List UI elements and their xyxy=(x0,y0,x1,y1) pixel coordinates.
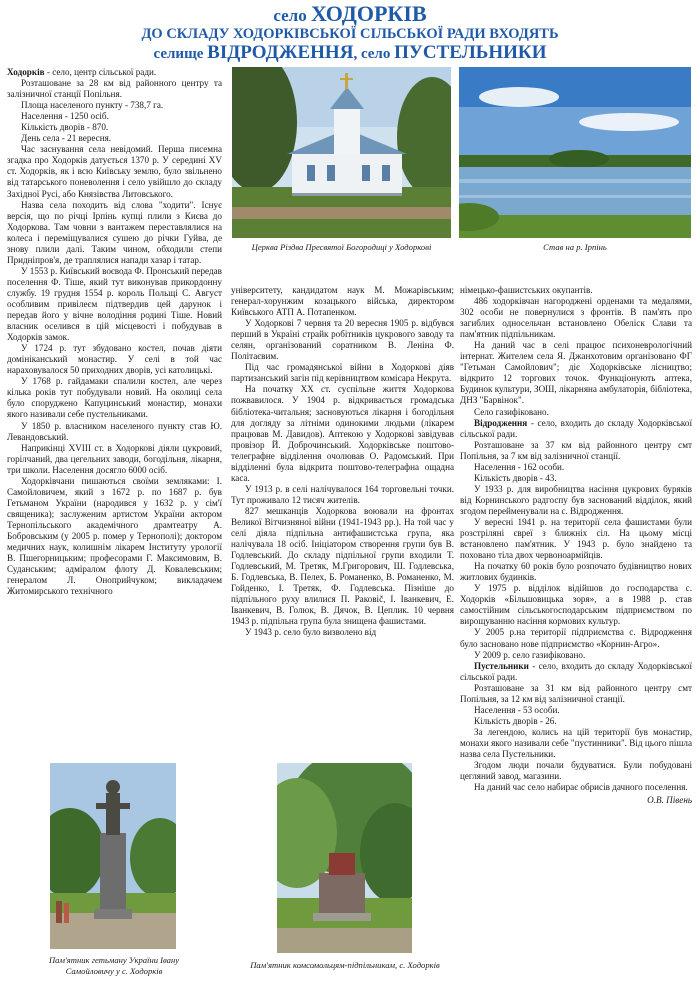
column-1 xyxy=(7,67,222,597)
stat-line: Площа населеного пункту - 738,7 га. xyxy=(21,100,164,111)
pond-caption: Став на р. Ірпінь xyxy=(543,242,607,252)
vidrodzhennia-intro xyxy=(460,418,692,440)
paragraph: 486 ходорківчан нагороджені орденами та медалями, 302 особи не повернулися з фронтів. В пам'ять про загиблих односельчан встановлено Обеліск Слави та пам'ятник підпільникам. xyxy=(460,296,692,340)
header-line-2: ДО СКЛАДУ ХОДОРКІВСЬКОЇ СІЛЬСЬКОЇ РАДИ ВХОДЯТЬ xyxy=(141,26,559,42)
pustelnyky-intro-text: - село, входить до складу Ходорківської сільської ради. xyxy=(460,660,692,682)
vidrodzhennia-name-bold: Відродження xyxy=(474,417,528,428)
pustelnyky-name-bold: Пустельники xyxy=(474,660,529,671)
paragraph: У 1553 р. Київський воєвода Ф. Пронський передав поселення Ф. Тіше, який тут виконував прикордонну службу. 19 грудня 1554 р. король Польщі С. Август особливим привілеєм підтвердив цей дарунок і передав його у вічне володіння родині Тіше. Новий власник оселився в цій місцевості і побудував в Ходорків замок. xyxy=(7,265,222,343)
paragraph: Ходорківчани пишаються своїми земляками: І. Самойловичем, який з 1672 р. по 1687 р. був Гетьманом України (народився у 1632 р. у сім'ї священика); заслуженим артистом України актором Тернопільського академічного драмтеатру А. Бобровським (у 2005 р. помер у Тернополі); доктором медичних наук, колишнім лікарем Інституту урології В. Пшегорницьким; професорами Г. Максимовим, В. Суданським; адміралом флоту Д. Ковалевським; генералом Л. Оноприйчуком; викладачем Житомирського технічного xyxy=(7,475,222,597)
paragraph: У 1943 р. село було визволено від xyxy=(245,627,377,638)
header-village-name: ХОДОРКІВ xyxy=(310,1,427,26)
paragraph: У 1768 р. гайдамаки спалили костел, але через кілька років тут побудували новий. На околиці села було споруджено Капуцинський монастир, монахи якого називали себе пустельниками. xyxy=(7,376,222,420)
stat-line: Населення - 53 особи. xyxy=(474,704,560,715)
village-intro-text: - село, центр сільської ради. xyxy=(44,67,157,77)
paragraph: У 1975 р. відділок відійшов до господарства с. Ходорків «Більшовицька зоря», а в 1988 р. став самостійним сільськогосподарським підприємством по вирощуванню насіння кормових культур. xyxy=(460,583,692,627)
paragraph: У 2005 р.на території підприємства с. Відродження було засновано нове підприємство «Корнин-Агро». xyxy=(460,627,692,649)
stat-line: Розташоване за 28 км від районного центру та залізничної станції Попільня. xyxy=(7,78,222,100)
paragraph: У 1724 р. тут збудовано костел, почав діяти домініканський монастир. У селі в той час нараховувалося 50 приходних дворів, усі католицькі. xyxy=(7,343,222,376)
paragraph: За легендою, колись на цій території був монастир, монахи якого називали себе "пустинники". Від цього пішла назва села Пустельники. xyxy=(460,726,692,759)
hetman-monument-photo xyxy=(50,763,176,949)
church-caption: Церква Різдва Пресвятої Богородиці у Ходоркові xyxy=(251,242,432,252)
paragraph: університету, кандидатом наук М. Можарівським; генерал-хорунжим козацького війська, директором Київського АТП А. Потапенком. xyxy=(231,285,454,318)
paragraph: На даний час в селі працює психоневрологічний інтернат. Жителем села Я. Джанхотовим організовано ФГ "Гетьман Самойлович"; діє Ходорківське лісництво; відкрито 12 торгових точок. Функціонують аптека, Будинок культури, ЗОШ, лікарняна амбулаторія, бібліотека, ДНЗ "Барвінок". xyxy=(460,340,692,406)
paragraph: 827 мешканців Ходоркова воювали на фронтах Великої Вітчизняної війни (1941-1943 рр.). На той час у селі діяла підпільна антифашистська група, яка налічувала 18 осіб. Ініціатором створення групи був В. Годлевський. До складу підпільної групи входили Т. Годлевський, М. Третяк, М.Григорович, Ш. Годлевська, Б. Годлевська, В. Пелех, Б. Романенко, В. Романенко, М. Гойденко, І. Третяк, Ф. Годлевська. Пізніше до підпільного руху влилися П. Раковič, І. Іванкевич, Е. Іванкевич, В. Голюк, В. Дячок, В. Цеплик. 10 червня 1943 р. підпільна група була знищена фашистами. xyxy=(231,505,454,627)
stat-line: Розташоване за 31 км від районного центру смт Попільня, за 12 км від залізничної станції. xyxy=(460,682,692,704)
paragraph: Згодом люди почали будуватися. Були побудовані цегляний завод, магазини. xyxy=(460,760,692,782)
vidrodzhennia-intro-text: - село, входить до складу Ходорківської сільської ради. xyxy=(460,417,692,439)
author-signature: О.В. Півень xyxy=(647,795,692,806)
header-vidrodzhennia: ВІДРОДЖЕННЯ xyxy=(207,42,354,63)
komsomol-caption: Пам'ятник комсомольцям-підпільникам, с. Ходорків xyxy=(250,960,440,970)
paragraph: німецько-фашистських окупантів. xyxy=(460,285,593,295)
stat-line: Населення - 162 особи. xyxy=(474,461,565,472)
stat-line: Кількість дворів - 870. xyxy=(21,122,109,133)
page-header xyxy=(0,1,700,64)
paragraph: На початку XX ст. суспільне життя Ходоркова пожвавилося. У 1904 р. відкривається громадська бібліотека-читальня; засновуються лікарня і богодільня для догляду за літніми одинокими людьми (лікарем працював М. Давидов). Аптекою у Ходоркові завідував провізор Й. Доброчинський. Ходорківське поштово-телеграфне відділення очолював О. Радомський. При відділенні була відкрита поштово-телеграфна ощадна каса. xyxy=(231,384,454,483)
paragraph: На даний час село набирає обрисів дачного поселення. xyxy=(474,782,688,793)
pond-photo xyxy=(459,67,691,238)
column-3 xyxy=(460,285,692,806)
stat-line: День села - 21 вересня. xyxy=(21,133,112,144)
paragraph: У 2009 р. село газифіковано. xyxy=(474,649,586,660)
paragraph: Час заснування села невідомий. Перша писемна згадка про Ходорків датується 1370 р. У середині XV ст. Ходорків, як і всю Київську землю, було звільнено від татарського поневолення і село увійшло до складу Західної Русі, або Князівства Литовського. xyxy=(7,144,222,199)
column-2 xyxy=(231,285,454,639)
paragraph: Наприкінці XVIII ст. в Ходоркові діяли цукровий, горілчаний, два цегельних заводи, богодільня, лікарня, три школи. Населення досягло 6000 осіб. xyxy=(7,442,222,475)
paragraph: У 1913 р. в селі налічувалося 164 торговельні точки. Тут проживало 12 тисяч жителів. xyxy=(231,483,454,505)
paragraph: Під час громадянської війни в Ходоркові діяв партизанський загін під керівництвом комісара Некрута. xyxy=(231,362,454,384)
hetman-caption: Пам'ятник гетьману України Івану Самойловичу у с. Ходорків xyxy=(48,955,180,976)
stat-line: Населення - 1250 осіб. xyxy=(21,111,109,122)
stat-line: Розташоване за 37 км від районного центру смт Попільня, за 7 км від залізничної станції. xyxy=(460,439,692,461)
village-intro xyxy=(7,67,222,78)
header-settlement-word: селище xyxy=(153,46,208,62)
pustelnyky-intro xyxy=(460,661,692,683)
komsomol-monument-photo xyxy=(277,763,412,953)
header-village-word: село xyxy=(273,6,311,25)
header-pustelnyky: ПУСТЕЛЬНИКИ xyxy=(394,42,547,63)
paragraph: Назва села походить від слова "ходити". Існує версія, що по річці Ірпінь купці плили з Києва до Ходоркова. Там човни з вантажем переставлялися на колеса і переміщувалися сушею до річки Гуйва, де знову плили далі. Таким чином, обходили степи Придніпров'я, де траплялися напади хазар і татар. xyxy=(7,199,222,265)
paragraph: На початку 60 років було розпочато будівництво нових житлових будинків. xyxy=(460,561,692,583)
header-connector: , село xyxy=(353,46,395,62)
header-line-1 xyxy=(0,1,700,26)
header-line-3 xyxy=(0,43,700,64)
paragraph: У 1850 р. власником населеного пункту став Ю. Левандовський. xyxy=(7,420,222,442)
paragraph: Село газифіковано. xyxy=(474,406,549,417)
stat-line: Кількість дворів - 26. xyxy=(474,715,557,726)
paragraph: У вересні 1941 р. на території села фашистами були розстріляні євреї з ближніх сіл. На цьому місці встановлено пам'ятник. У 1943 р. було знайдено та поховано тіла двох червоноармійців. xyxy=(460,516,692,561)
church-photo xyxy=(232,67,451,238)
village-name-bold: Ходорків xyxy=(7,67,45,77)
stat-line: Кількість дворів - 43. xyxy=(474,472,557,483)
paragraph: У 1933 р. для виробництва насіння цукрових буряків від Корнинського радгоспу був заснований відділок, який згодом перейменували на с. Відродження. xyxy=(460,483,692,516)
paragraph: У Ходоркові 7 червня та 20 вересня 1905 р. відбувся перший в Україні страйк робітників цукрового заводу та селян, організований соратником В. Леніна Ф. Політаєвим. xyxy=(231,318,454,362)
